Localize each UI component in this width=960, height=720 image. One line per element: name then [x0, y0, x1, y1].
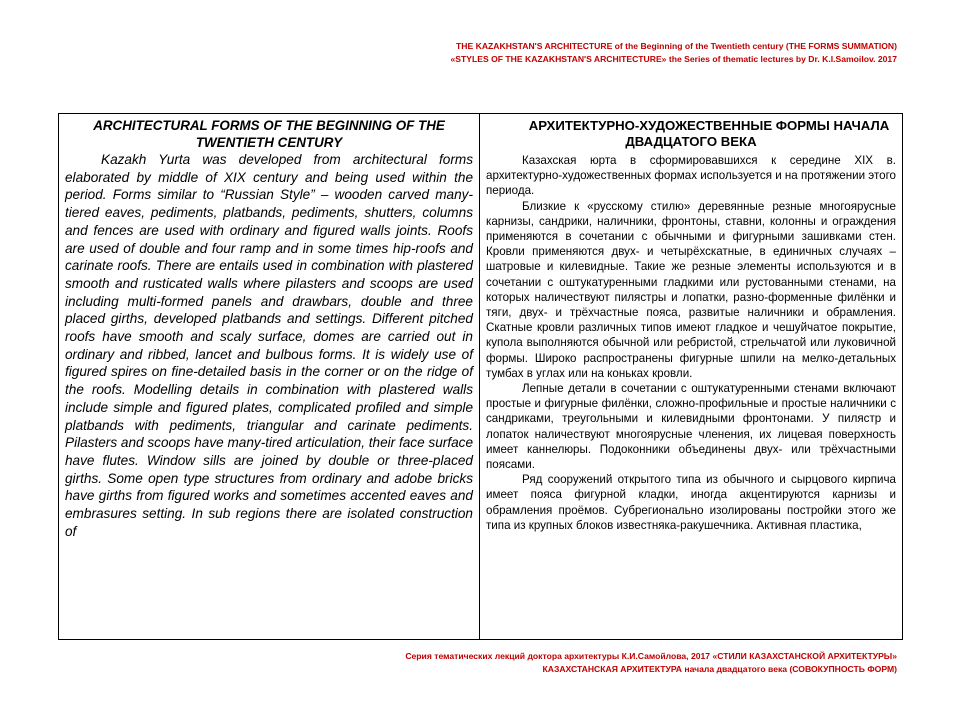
russian-paragraph-3: Лепные детали в сочетании с оштукатуренными стенами включают простые и фигурные филёнки, сложно-профильные и простые наличники с сандриками, треугольными и килевидными фронтонами. У пилястр и лопаток наличествуют многоярусные членения, их лицевая поверхность имеет каннелюры. Подоконники объединены двух- или трёхчастными поясами.	[486, 382, 896, 472]
header-line-1	[451, 40, 897, 53]
english-title: ARCHITECTURAL FORMS OF THE BEGINNING OF THE TWENTIETH CENTURY	[93, 118, 445, 150]
header-line-2: «STYLES OF THE KAZAKHSTAN'S ARCHITECTURE» the Series of thematic lectures by Dr. K.I.Samoilov. 2017	[450, 54, 897, 64]
english-body: Kazakh Yurta was developed from architectural forms elaborated by middle of XIX century and being used within the period. Forms similar to “Russian Style” – wooden carved many-tiered eaves, pediments, platbands, pediments, shutters, columns and fences are used with ordinary and figured walls joints. Roofs are used of double and four ramp and in some times hip-roofs and carinate roofs. There are entails used in combination with plastered smooth and rusticated walls where pilasters and scoops are used including multi-formed panels and drawbars, double and three placed girths, developed platbands and settings. Different pitched roofs have smooth and scaly surface, domes are carried out in ordinary and ribbed, lancet and bulbous forms. It is widely use of figured spires on fine-detailed basis in the corner or on the ridge of the roofs. Modelling details in combination with plastered walls include simple and figured plates, complicated profiled and simple platbands with pediments, triangular and carinate pediments. Pilasters and scoops have many-tired articulation, their face surface have flutes. Window sills are joined by double or three-placed girths. Some open type structures from ordinary and adobe bricks have girths from figured works and sometimes accented eaves and embrasures setting. In sub regions there are isolated construction of	[65, 152, 474, 539]
russian-paragraph-4: Ряд сооружений открытого типа из обычного и сырцового кирпича имеет пояса фигурной кладки, иногда акцентируются карнизы и обрамления проёмов. Субрегионально изолированы постройки этого же типа из крупных блоков известняка-ракушечника. Активная пластика,	[486, 473, 896, 532]
page-header	[451, 40, 897, 66]
content-table	[58, 113, 903, 640]
header-title-strong: THE KAZAKHSTAN'S ARCHITECTURE	[456, 41, 613, 51]
russian-column	[480, 114, 902, 639]
page-footer	[405, 650, 897, 676]
russian-title: АРХИТЕКТУРНО-ХУДОЖЕСТВЕННЫЕ ФОРМЫ НАЧАЛА ДВАДЦАТОГО ВЕКА	[528, 118, 890, 149]
russian-paragraph-1: Казахская юрта в сформировавшихся к середине XIX в. архитектурно-художественных формах используется и на протяжении этого периода.	[486, 154, 896, 198]
footer-line-2: КАЗАХСТАНСКАЯ АРХИТЕКТУРА начала двадцатого века (СОВОКУПНОСТЬ ФОРМ)	[542, 664, 897, 674]
header-title-rest: of the Beginning of the Twentieth century (THE FORMS SUMMATION)	[612, 41, 897, 51]
footer-line-1: Серия тематических лекций доктора архитектуры К.И.Самойлова, 2017 «СТИЛИ КАЗАХСТАНСКОЙ АРХИТЕКТУРЫ»	[405, 651, 897, 661]
russian-paragraph-2: Близкие к «русскому стилю» деревянные резные многоярусные карнизы, сандрики, наличники, фронтоны, ставни, колонны и ограждения применяются в сочетании с обычными и фигурными зашивками стен. Кровли применяются двух- и четырёхскатные, в единичных случаях – шатровые и килевидные. Такие же резные элементы используются и в сочетании с оштукатуренными гладкими или рустованными стенами, на которых наличествуют пилястры и лопатки, разно-форменные филёнки и тяги, двух- и трёхчастные пояса, развитые наличники и обрамления. Скатные кровли различных типов имеют гладкое и чешуйчатое покрытие, купола выполняются обычной или ребристой, стрельчатой или луковичной формы. Широко распространены фигурные шпили на мелко-детальных тумбах в углах или на коньках кровли.	[486, 199, 896, 380]
english-column	[59, 114, 480, 639]
